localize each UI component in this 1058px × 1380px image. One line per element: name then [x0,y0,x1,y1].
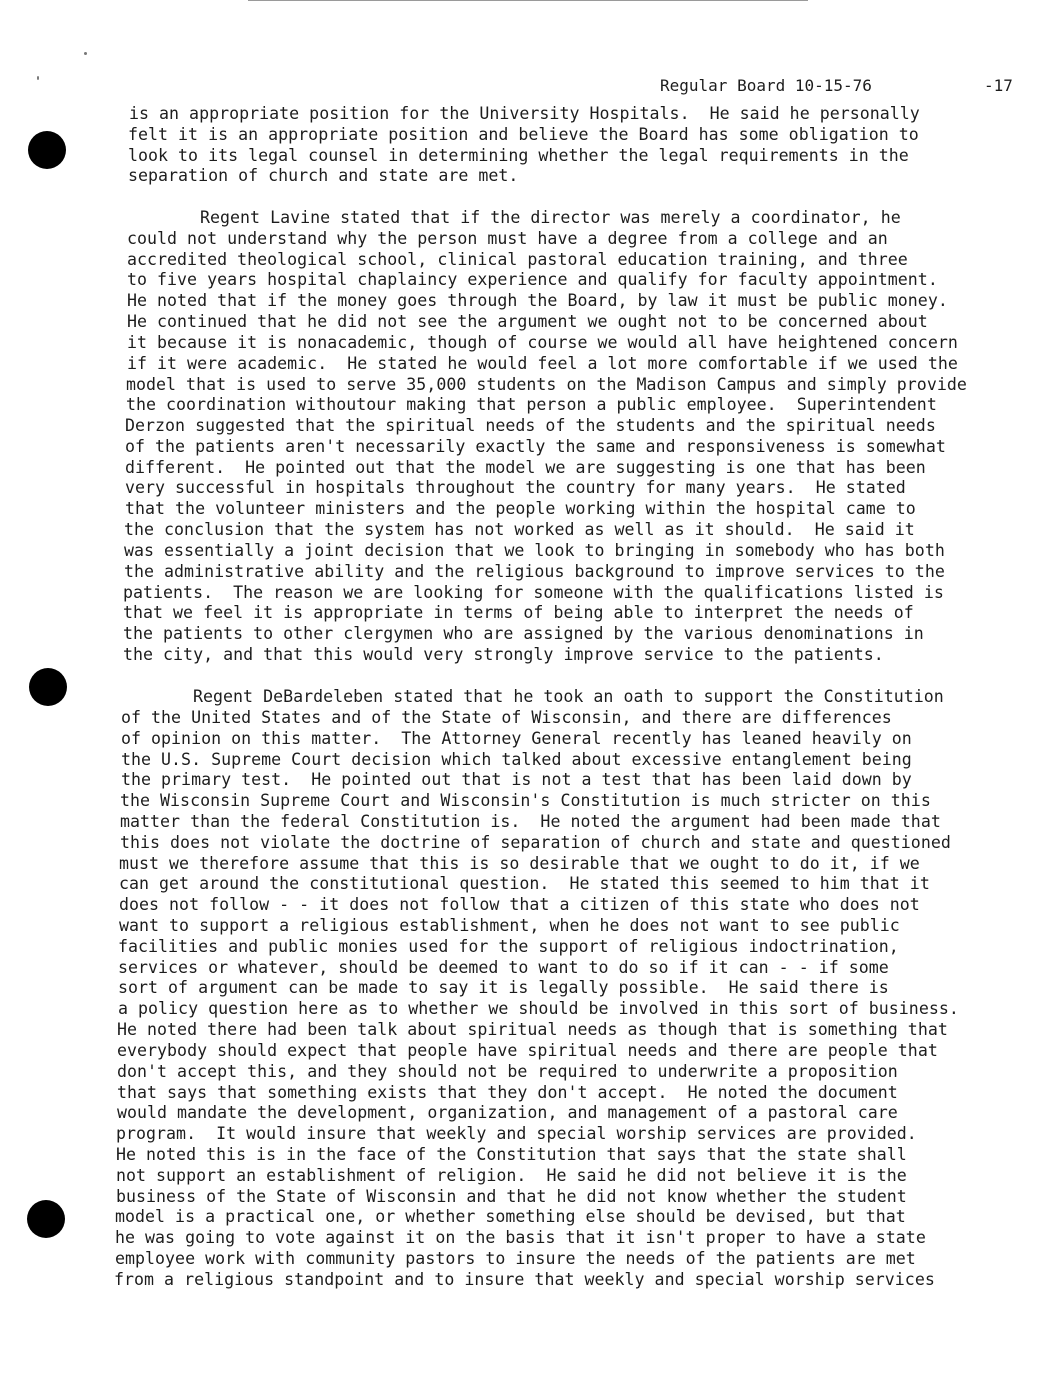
body-line: sort of argument can be made to say it is legally possible. He said there is [118,978,889,997]
body-line: would mandate the development, organization, and management of a pastoral care [117,1103,898,1122]
body-line: the conclusion that the system has not worked as well as it should. He said it [124,520,915,539]
body-line: want to support a religious establishment, when he does not want to see public [119,916,900,935]
body-line: the U.S. Supreme Court decision which talked about excessive entanglement being [121,750,912,769]
body-line: the Wisconsin Supreme Court and Wisconsin's Constitution is much stricter on this [120,791,931,810]
body-line: He noted that if the money goes through the Board, by law it must be public money. [127,291,948,310]
body-line: different. He pointed out that the model we are suggesting is one that has been [125,458,926,477]
scan-speck [84,52,87,55]
body-line: Derzon suggested that the spiritual needs of the students and the spiritual needs [125,416,936,435]
body-line: of the patients aren't necessarily exactly the same and responsiveness is somewhat [125,437,946,456]
body-line: model is a practical one, or whether something else should be devised, but that [115,1207,906,1226]
body-line: everybody should expect that people have spiritual needs and there are people that [117,1041,938,1060]
body-line: don't accept this, and they should not be required to underwrite a proposition [117,1062,898,1081]
body-line: of the United States and of the State of Wisconsin, and there are differences [121,708,892,727]
punch-hole [27,1200,65,1238]
body-line: felt it is an appropriate position and believe the Board has some obligation to [128,125,919,144]
body-line: He noted this is in the face of the Constitution that says that the state shall [116,1145,907,1164]
body-line: separation of church and state are met. [128,166,519,185]
body-line: patients. The reason we are looking for someone with the qualifications listed is [123,583,944,602]
body-line: does not follow - - it does not follow that a citizen of this state who does not [119,895,920,914]
body-line: look to its legal counsel in determining whether the legal requirements in the [128,146,909,165]
body-line: the city, and that this would very strongly improve service to the patients. [123,645,884,664]
body-line: employee work with community pastors to insure the needs of the patients are met [115,1249,916,1268]
body-line: that says that something exists that they don't accept. He noted the document [117,1083,898,1102]
body-line: program. It would insure that weekly and special worship services are provided. [116,1124,917,1143]
body-line: this does not violate the doctrine of separation of church and state and questioned [120,833,951,852]
body-line: Regent Lavine stated that if the director was merely a coordinator, he [200,208,901,227]
body-line: was essentially a joint decision that we look to bringing in somebody who has both [124,541,945,560]
body-line: is an appropriate position for the University Hospitals. He said he personally [129,104,920,123]
body-line: the administrative ability and the religious background to improve services to the [124,562,945,581]
body-line: Regent DeBardeleben stated that he took an oath to support the Constitution [193,687,944,706]
body-line: a policy question here as to whether we should be involved in this sort of business. [118,999,959,1018]
page-number: -17 [984,76,1013,95]
body-line: the coordination withoutour making that person a public employee. Superintendent [126,395,937,414]
body-line: model that is used to serve 35,000 students on the Madison Campus and simply provide [126,375,967,394]
body-line: services or whatever, should be deemed to want to do so if it can - - if some [118,958,889,977]
body-line: must we therefore assume that this is so desirable that we ought to do it, if we [119,854,920,873]
body-line: very successful in hospitals throughout the country for many years. He stated [125,478,906,497]
body-line: business of the State of Wisconsin and that he did not know whether the student [116,1187,907,1206]
scan-top-rule [248,0,808,1]
punch-hole [28,131,66,169]
body-line: accredited theological school, clinical pastoral education training, and three [127,250,908,269]
body-line: can get around the constitutional question. He stated this seemed to him that it [119,874,930,893]
body-line: He noted there had been talk about spiritual needs as though that is something that [117,1020,948,1039]
body-line: that the volunteer ministers and the people working within the hospital came to [125,499,916,518]
body-line: of opinion on this matter. The Attorney General recently has leaned heavily on [121,729,912,748]
body-line: that we feel it is appropriate in terms of being able to interpret the needs of [123,603,914,622]
body-line: matter than the federal Constitution is. He noted the argument had been made that [120,812,941,831]
page-header: Regular Board 10-15-76 [660,76,872,95]
body-line: he was going to vote against it on the basis that it isn't proper to have a state [115,1228,926,1247]
body-line: could not understand why the person must have a degree from a college and an [127,229,888,248]
body-line: from a religious standpoint and to insure that weekly and special worship services [114,1270,935,1289]
body-line: He continued that he did not see the argument we ought not to be concerned about [127,312,928,331]
body-line: if it were academic. He stated he would feel a lot more comfortable if we used the [127,354,958,373]
body-line: facilities and public monies used for the support of religious indoctrination, [118,937,899,956]
body-line: it because it is nonacademic, though of course we would all have heightened concern [127,333,958,352]
body-line: the patients to other clergymen who are assigned by the various denominations in [123,624,924,643]
scan-speck [37,76,39,80]
body-line: not support an establishment of religion. He said he did not believe it is the [116,1166,907,1185]
punch-hole [29,668,67,706]
body-line: the primary test. He pointed out that is not a test that has been laid down by [121,770,912,789]
body-line: to five years hospital chaplaincy experience and qualify for faculty appointment. [127,270,938,289]
